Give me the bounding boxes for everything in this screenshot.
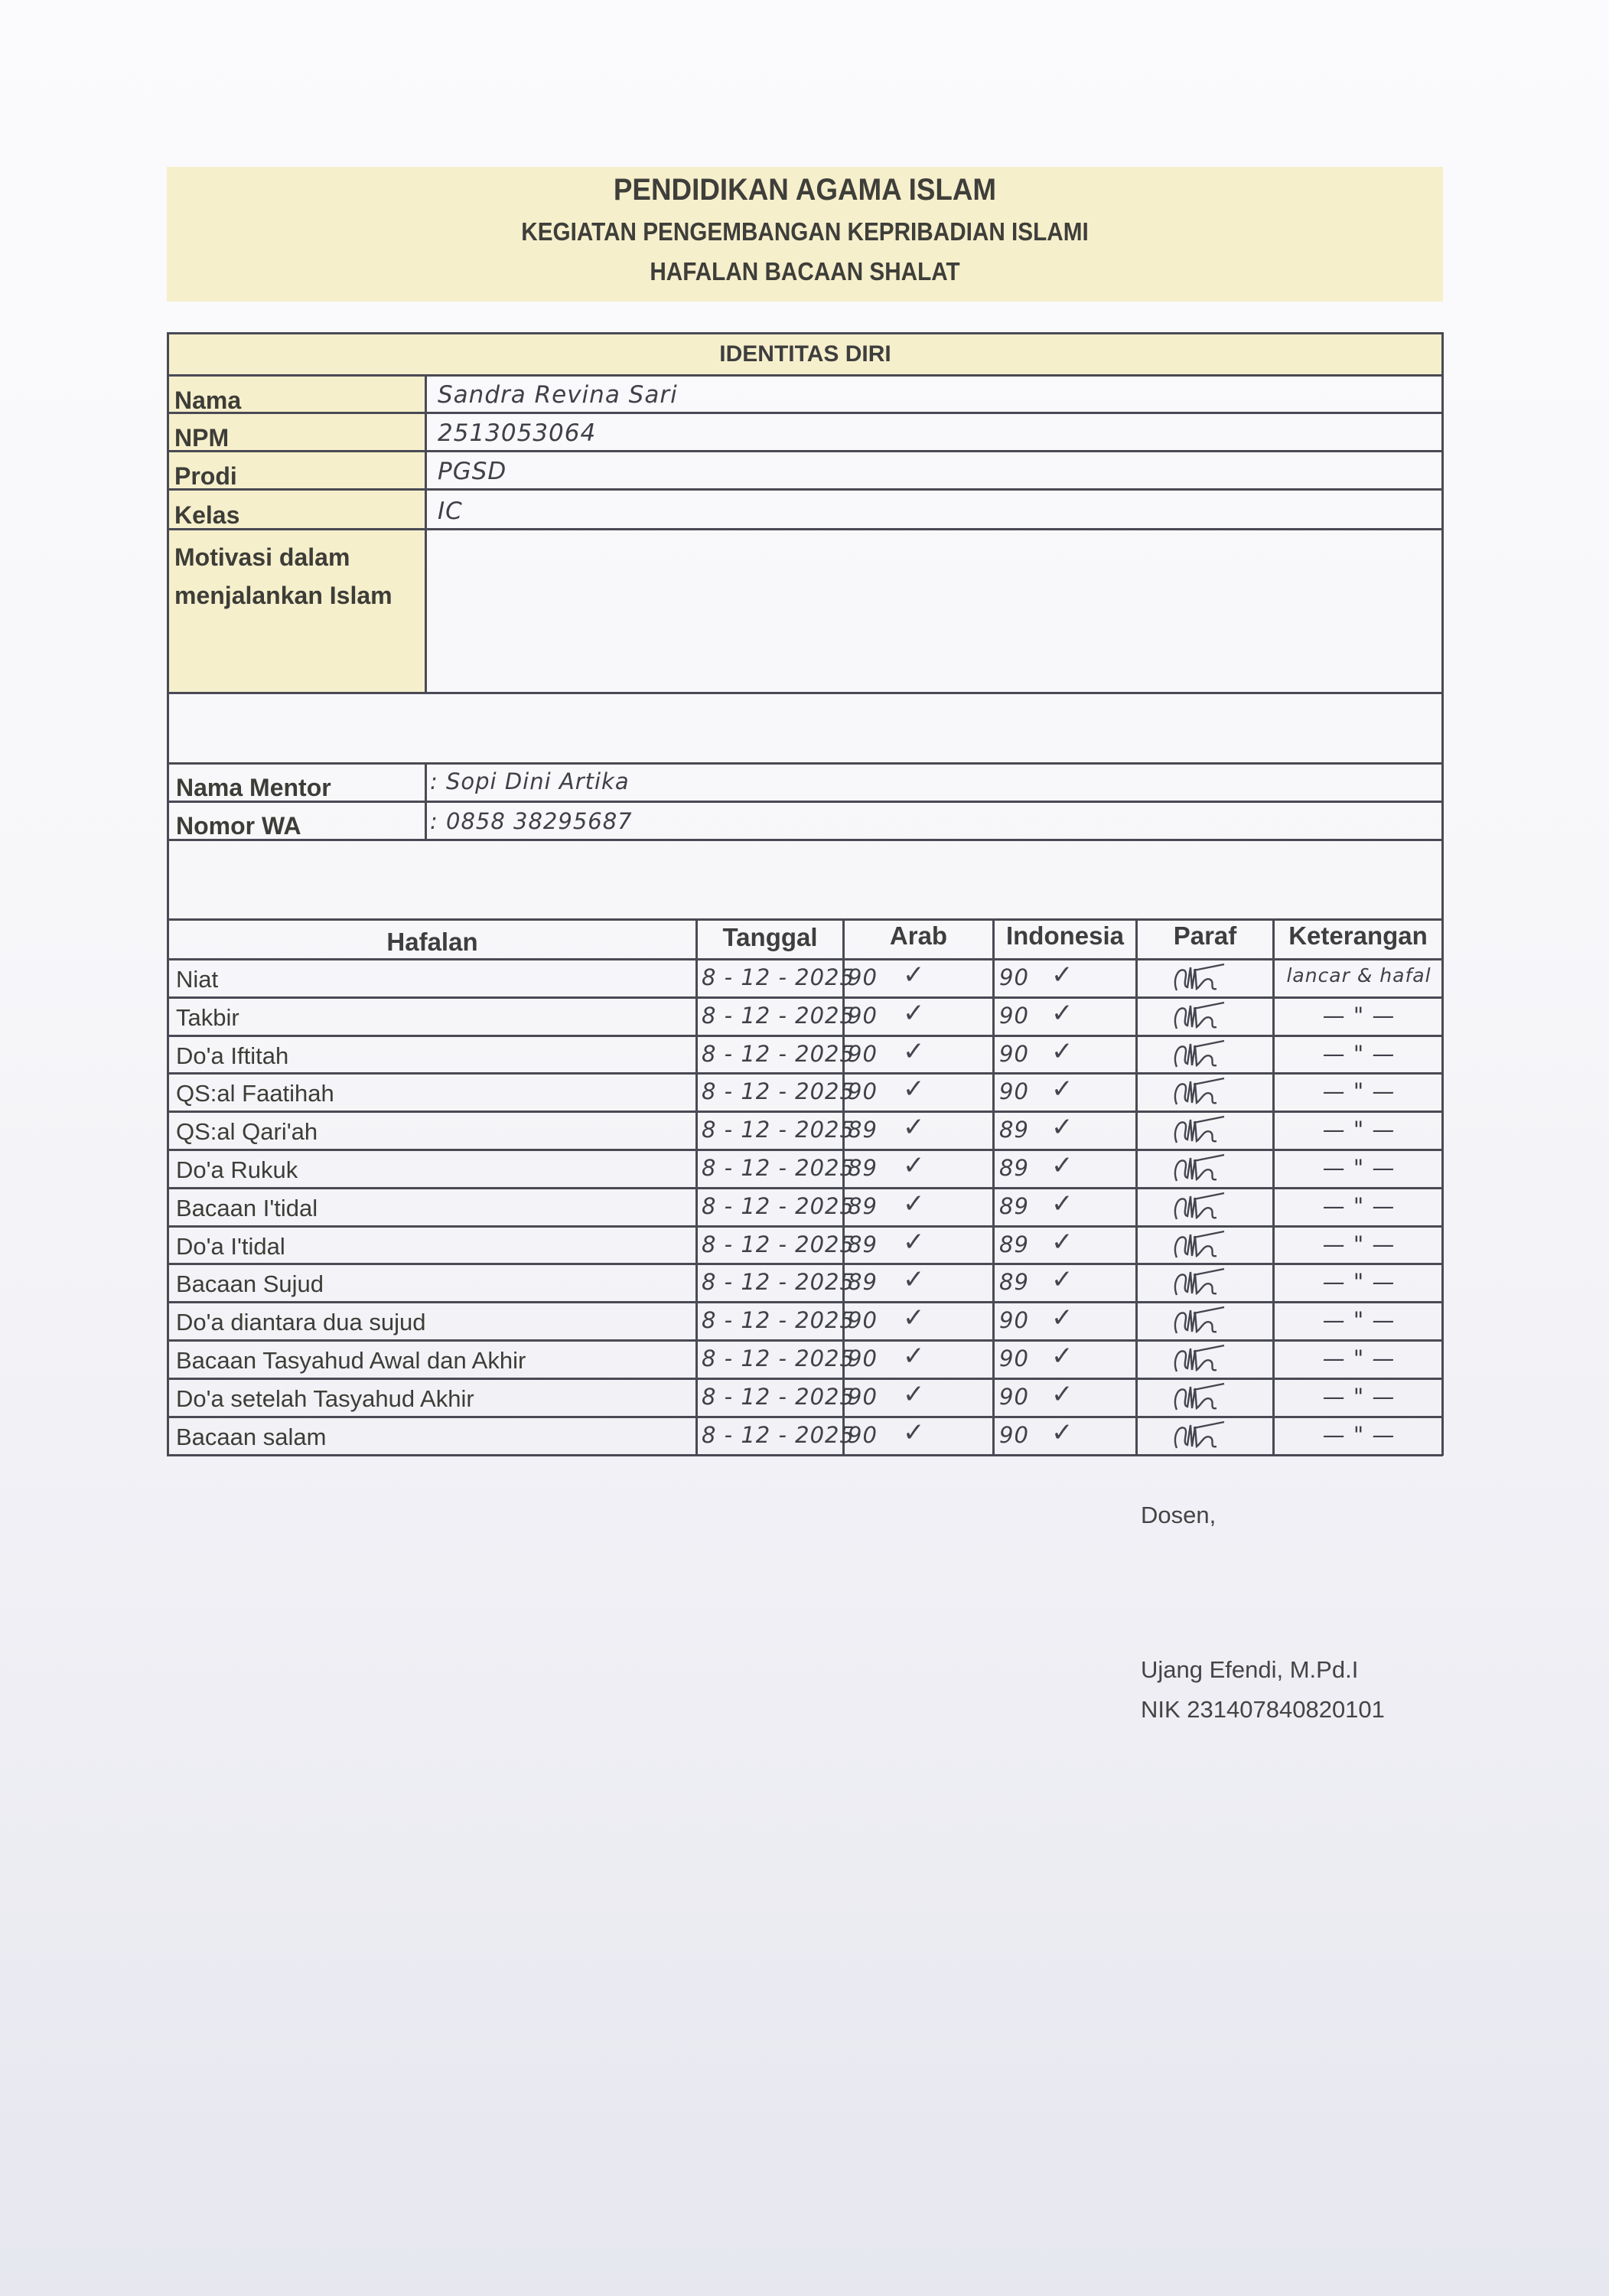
lecturer-role: Dosen, [1141, 1502, 1217, 1528]
keterangan-cell[interactable]: — " — [1322, 1345, 1396, 1371]
paraf-signature-icon [1171, 1039, 1232, 1078]
signature-icon [1171, 1192, 1232, 1224]
arab-score-cell[interactable]: 90 [848, 1422, 878, 1448]
indonesia-score-cell[interactable]: 89 [999, 1193, 1029, 1219]
column-header-tanggal: Tanggal [722, 923, 818, 951]
indonesia-check-icon: ✓ [1051, 1342, 1073, 1371]
column-header-keterangan: Keterangan [1288, 921, 1428, 950]
hafalan-cell: Bacaan salam [176, 1424, 327, 1450]
indonesia-check-icon: ✓ [1051, 1228, 1073, 1257]
indonesia-check-icon: ✓ [1051, 999, 1073, 1028]
tanggal-cell[interactable]: 8 - 12 - 2025 [702, 1307, 855, 1333]
mentor-wa-label: Nomor WA [176, 812, 301, 840]
header-banner [167, 167, 1443, 302]
border [167, 1339, 1443, 1342]
border [167, 996, 1443, 999]
border [167, 1301, 1443, 1303]
prodi-value[interactable]: PGSD [438, 458, 507, 485]
hafalan-cell: Do'a I'tidal [176, 1233, 285, 1260]
indonesia-score-cell[interactable]: 90 [999, 1078, 1029, 1104]
column-header-hafalan: Hafalan [386, 928, 478, 956]
keterangan-cell[interactable]: — " — [1322, 1231, 1396, 1257]
indonesia-score-cell[interactable]: 90 [999, 1307, 1029, 1333]
keterangan-cell[interactable]: — " — [1322, 1003, 1396, 1029]
tanggal-cell[interactable]: 8 - 12 - 2025 [702, 1117, 855, 1143]
border [167, 332, 169, 1456]
border [167, 762, 1443, 765]
indonesia-score-cell[interactable]: 90 [999, 964, 1029, 990]
indonesia-score-cell[interactable]: 89 [999, 1231, 1029, 1257]
border [167, 1378, 1443, 1380]
border [167, 332, 1443, 334]
signature-icon [1171, 1382, 1232, 1414]
motivation-label-2: menjalankan Islam [174, 582, 392, 609]
tanggal-cell[interactable]: 8 - 12 - 2025 [702, 1384, 855, 1410]
tanggal-cell[interactable]: 8 - 12 - 2025 [702, 1231, 855, 1257]
indonesia-score-cell[interactable]: 89 [999, 1155, 1029, 1181]
kelas-value[interactable]: IC [438, 497, 463, 525]
border [167, 1149, 1443, 1151]
border [167, 918, 1443, 921]
paraf-signature-icon [1171, 1115, 1232, 1153]
mentor-name-label: Nama Mentor [176, 774, 331, 801]
signature-icon [1171, 1267, 1232, 1300]
arab-score-cell[interactable]: 89 [848, 1269, 878, 1295]
signature-icon [1171, 1077, 1232, 1109]
keterangan-cell[interactable]: — " — [1322, 1117, 1396, 1143]
arab-score-cell[interactable]: 90 [848, 1307, 878, 1333]
border [167, 1416, 1443, 1418]
arab-score-cell[interactable]: 90 [848, 1384, 878, 1410]
signature-icon [1171, 1420, 1232, 1453]
tanggal-cell[interactable]: 8 - 12 - 2025 [702, 1041, 855, 1067]
paraf-signature-icon [1171, 1077, 1232, 1115]
signature-icon [1171, 1344, 1232, 1376]
arab-score-cell[interactable]: 90 [848, 1078, 878, 1104]
border [167, 1110, 1443, 1113]
indonesia-score-cell[interactable]: 90 [999, 1384, 1029, 1410]
column-header-arab: Arab [889, 921, 948, 950]
arab-score-cell[interactable]: 90 [848, 1041, 878, 1067]
paraf-signature-icon [1171, 1382, 1232, 1420]
keterangan-cell[interactable]: — " — [1322, 1269, 1396, 1295]
arab-score-cell[interactable]: 89 [848, 1117, 878, 1143]
keterangan-cell[interactable]: — " — [1322, 1041, 1396, 1067]
tanggal-cell[interactable]: 8 - 12 - 2025 [702, 1078, 855, 1104]
keterangan-cell[interactable]: lancar & hafal [1286, 964, 1431, 987]
arab-score-cell[interactable]: 90 [848, 964, 878, 990]
paraf-signature-icon [1171, 1420, 1232, 1459]
signature-icon [1171, 1039, 1232, 1071]
arab-check-icon: ✓ [903, 999, 925, 1028]
border [167, 839, 1443, 841]
paraf-signature-icon [1171, 1153, 1232, 1192]
document-subtitle-2: HAFALAN BACAAN SHALAT [650, 257, 960, 285]
arab-check-icon: ✓ [903, 1075, 925, 1104]
lecturer-name: Ujang Efendi, M.Pd.I [1141, 1656, 1359, 1683]
tanggal-cell[interactable]: 8 - 12 - 2025 [702, 1155, 855, 1181]
indonesia-check-icon: ✓ [1051, 1380, 1073, 1409]
border [1135, 918, 1138, 1456]
arab-score-cell[interactable]: 90 [848, 1345, 878, 1371]
tanggal-cell[interactable]: 8 - 12 - 2025 [702, 1345, 855, 1371]
border [167, 1072, 1443, 1075]
indonesia-score-cell[interactable]: 90 [999, 1003, 1029, 1029]
paraf-signature-icon [1171, 1001, 1232, 1039]
hafalan-cell: Bacaan I'tidal [176, 1195, 318, 1221]
indonesia-check-icon: ✓ [1051, 1189, 1073, 1218]
indonesia-check-icon: ✓ [1051, 1265, 1073, 1294]
arab-check-icon: ✓ [903, 1037, 925, 1066]
arab-score-cell[interactable]: 89 [848, 1193, 878, 1219]
arab-score-cell[interactable]: 90 [848, 1003, 878, 1029]
hafalan-cell: Do'a diantara dua sujud [176, 1309, 426, 1336]
keterangan-cell[interactable]: — " — [1322, 1307, 1396, 1333]
tanggal-cell[interactable]: 8 - 12 - 2025 [702, 964, 855, 990]
document-title: PENDIDIKAN AGAMA ISLAM [613, 173, 997, 207]
indonesia-score-cell[interactable]: 89 [999, 1117, 1029, 1143]
border [167, 1187, 1443, 1189]
indonesia-score-cell[interactable]: 90 [999, 1345, 1029, 1371]
hafalan-cell: Do'a setelah Tasyahud Akhir [176, 1385, 474, 1412]
motivation-label: Motivasi dalam [174, 543, 350, 571]
signature-icon [1171, 1115, 1232, 1147]
arab-check-icon: ✓ [903, 1303, 925, 1332]
indonesia-check-icon: ✓ [1051, 960, 1073, 990]
hafalan-cell: QS:al Qari'ah [176, 1118, 318, 1145]
paraf-signature-icon [1171, 1306, 1232, 1344]
border [425, 374, 427, 693]
border [167, 528, 1443, 530]
identity-section-title: IDENTITAS DIRI [719, 341, 891, 367]
arab-check-icon: ✓ [903, 1113, 925, 1142]
hafalan-cell: Niat [176, 966, 219, 993]
keterangan-cell[interactable]: — " — [1322, 1193, 1396, 1219]
prodi-label: Prodi [174, 462, 237, 490]
nama-value[interactable]: Sandra Revina Sari [438, 381, 678, 409]
lecturer-nik: NIK 231407840820101 [1141, 1696, 1385, 1723]
signature-icon [1171, 963, 1232, 995]
npm-value[interactable]: 2513053064 [438, 419, 597, 447]
motivation-value[interactable] [438, 543, 1432, 681]
tanggal-cell[interactable]: 8 - 12 - 2025 [702, 1422, 855, 1448]
border [167, 692, 1443, 694]
arab-check-icon: ✓ [903, 1189, 925, 1218]
border [425, 762, 427, 840]
paraf-signature-icon [1171, 1230, 1232, 1268]
paraf-signature-icon [1171, 1344, 1232, 1382]
border [167, 1454, 1443, 1456]
arab-score-cell[interactable]: 89 [848, 1231, 878, 1257]
tanggal-cell[interactable]: 8 - 12 - 2025 [702, 1269, 855, 1295]
kelas-label: Kelas [174, 501, 240, 529]
border [167, 412, 1443, 414]
hafalan-cell: Bacaan Sujud [176, 1270, 324, 1297]
paraf-signature-icon [1171, 1267, 1232, 1306]
indonesia-check-icon: ✓ [1051, 1037, 1073, 1066]
border [167, 450, 1443, 452]
arab-check-icon: ✓ [903, 1418, 925, 1447]
arab-check-icon: ✓ [903, 1342, 925, 1371]
hafalan-cell: QS:al Faatihah [176, 1080, 334, 1107]
border [167, 1035, 1443, 1037]
border [167, 488, 1443, 491]
tanggal-cell[interactable]: 8 - 12 - 2025 [702, 1003, 855, 1029]
signature-icon [1171, 1153, 1232, 1186]
mentor-name-value[interactable]: : Sopi Dini Artika [430, 768, 630, 794]
border [695, 918, 698, 1456]
indonesia-check-icon: ✓ [1051, 1113, 1073, 1142]
arab-check-icon: ✓ [903, 960, 925, 990]
indonesia-score-cell[interactable]: 89 [999, 1269, 1029, 1295]
hafalan-cell: Do'a Iftitah [176, 1042, 289, 1069]
column-header-paraf: Paraf [1173, 921, 1237, 950]
border [842, 918, 845, 1456]
border [167, 374, 1443, 377]
document-subtitle: KEGIATAN PENGEMBANGAN KEPRIBADIAN ISLAMI [521, 217, 1089, 246]
border [992, 918, 995, 1456]
mentor-wa-value[interactable]: : 0858 38295687 [430, 808, 633, 834]
border [167, 958, 1443, 960]
npm-label: NPM [174, 424, 230, 452]
hafalan-cell: Do'a Rukuk [176, 1156, 298, 1183]
keterangan-cell[interactable]: — " — [1322, 1422, 1396, 1448]
arab-check-icon: ✓ [903, 1228, 925, 1257]
signature-icon [1171, 1306, 1232, 1338]
arab-score-cell[interactable]: 89 [848, 1155, 878, 1181]
arab-check-icon: ✓ [903, 1380, 925, 1409]
indonesia-check-icon: ✓ [1051, 1303, 1073, 1332]
signature-icon [1171, 1230, 1232, 1262]
border [1272, 918, 1275, 1456]
signature-icon [1171, 1001, 1232, 1033]
indonesia-score-cell[interactable]: 90 [999, 1422, 1029, 1448]
indonesia-check-icon: ✓ [1051, 1418, 1073, 1447]
border [167, 1225, 1443, 1228]
keterangan-cell[interactable]: — " — [1322, 1155, 1396, 1181]
keterangan-cell[interactable]: — " — [1322, 1384, 1396, 1410]
indonesia-score-cell[interactable]: 90 [999, 1041, 1029, 1067]
paraf-signature-icon [1171, 963, 1232, 1001]
nama-label: Nama [174, 386, 242, 414]
hafalan-cell: Bacaan Tasyahud Awal dan Akhir [176, 1347, 526, 1374]
tanggal-cell[interactable]: 8 - 12 - 2025 [702, 1193, 855, 1219]
arab-check-icon: ✓ [903, 1151, 925, 1180]
border [1441, 332, 1444, 1456]
column-header-indonesia: Indonesia [1005, 921, 1125, 950]
indonesia-check-icon: ✓ [1051, 1151, 1073, 1180]
border [167, 1263, 1443, 1265]
border [167, 801, 1443, 803]
keterangan-cell[interactable]: — " — [1322, 1078, 1396, 1104]
paraf-signature-icon [1171, 1192, 1232, 1230]
indonesia-check-icon: ✓ [1051, 1075, 1073, 1104]
hafalan-cell: Takbir [176, 1004, 239, 1031]
arab-check-icon: ✓ [903, 1265, 925, 1294]
